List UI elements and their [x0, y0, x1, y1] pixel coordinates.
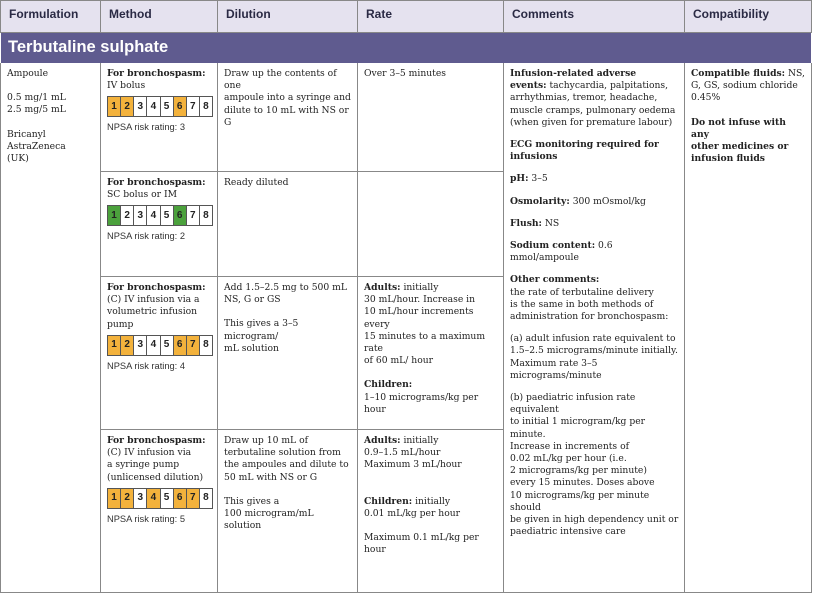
rating-box: 6 — [173, 335, 187, 356]
npsa-rating-scale — [107, 96, 212, 117]
comment-line: 10 micrograms/kg per minute should — [510, 489, 650, 513]
comment-line: 1.5–2.5 micrograms/minute initially. — [510, 345, 678, 357]
comment-line: muscle cramps, pulmonary oedema — [510, 104, 676, 116]
header-rate: Rate — [358, 0, 504, 33]
formulation-line: 0.5 mg/1 mL — [7, 92, 66, 104]
comment-line-label: infusions — [510, 151, 558, 163]
rate-line — [364, 379, 498, 391]
dilution-line — [224, 484, 352, 496]
comment-line — [510, 264, 679, 274]
rate-line-label: Children: — [364, 379, 413, 391]
comment-line: Increase in increments of — [510, 440, 630, 452]
method-title — [107, 68, 212, 80]
rating-box: 8 — [199, 488, 213, 509]
dilution-line: Ready diluted — [224, 177, 289, 188]
rating-box: 6 — [173, 96, 187, 117]
comment-line-label: ECG monitoring required for — [510, 139, 659, 151]
dilution-line: This gives a 3–5 microgram/ — [224, 318, 299, 342]
comment-line: be given in high dependency unit or — [510, 514, 679, 526]
dilution-line: This gives a — [224, 495, 280, 507]
rating-box: 5 — [160, 335, 174, 356]
header-method: Method — [101, 0, 218, 33]
rate-line: Maximum 3 mL/hour — [364, 459, 462, 471]
rate-line-label: Children: — [364, 495, 413, 507]
formulation-cell — [0, 63, 101, 593]
comment-line — [510, 151, 679, 163]
rate-line: Maximum 0.1 mL/kg per hour — [364, 532, 479, 556]
comment-line: events: tachycardia, palpitations, — [510, 80, 669, 92]
method-line: (C) IV infusion via — [107, 447, 192, 459]
rate-line: 30 mL/hour. Increase in — [364, 294, 476, 306]
header-compatibility: Compatibility — [685, 0, 812, 33]
rating-box: 4 — [146, 335, 160, 356]
formulation-line: Ampoule — [7, 68, 49, 79]
rate-line: Over 3–5 minutes — [364, 68, 447, 79]
rating-box: 7 — [186, 335, 200, 356]
method-title-label: For bronchospasm: — [107, 68, 206, 79]
rating-box: 1 — [107, 335, 121, 356]
formulation-line: Bricanyl — [7, 128, 46, 140]
comment-line: administration for bronchospasm: — [510, 311, 669, 323]
rating-box: 3 — [133, 488, 147, 509]
comment-line: the rate of terbutaline delivery — [510, 286, 654, 298]
comment-line: (b) paediatric infusion rate equivalent — [510, 392, 636, 416]
dilution-cell — [218, 277, 358, 430]
dilution-line: Draw up the contents of one — [224, 68, 337, 92]
rate-line — [364, 472, 498, 484]
method-cell — [101, 430, 218, 593]
dilution-line: Add 1.5–2.5 mg to 500 mL — [224, 282, 347, 293]
method-line: pump — [107, 318, 134, 330]
npsa-rating-scale — [107, 205, 212, 226]
comment-line-label: Flush: — [510, 217, 542, 229]
comment-line-label: Osmolarity: — [510, 195, 570, 207]
compatibility-line — [691, 153, 806, 165]
rate-cell — [358, 277, 504, 430]
npsa-risk-rating: NPSA risk rating: 3 — [107, 122, 186, 133]
rating-box: 3 — [133, 96, 147, 117]
npsa-risk-rating: NPSA risk rating: 4 — [107, 360, 186, 371]
comment-line — [510, 139, 679, 151]
dilution-cell — [218, 63, 358, 172]
rate-cell — [358, 172, 504, 277]
rating-box: 2 — [120, 205, 134, 226]
comment-line: (a) adult infusion rate equivalent to — [510, 333, 676, 345]
comment-line: Maximum rate 3–5 micrograms/minute — [510, 357, 602, 381]
rating-box: 7 — [186, 488, 200, 509]
rate-line: Adults: initially — [364, 435, 439, 446]
comment-line — [510, 230, 679, 240]
comment-line: Osmolarity: 300 mOsmol/kg — [510, 195, 646, 207]
compatibility-line: G, GS, sodium chloride — [691, 80, 798, 92]
formulation-line: (UK) — [7, 153, 29, 165]
rating-box: 5 — [160, 488, 174, 509]
header-dilution: Dilution — [218, 0, 358, 33]
rate-line — [364, 484, 498, 496]
method-cell — [101, 277, 218, 430]
rating-box: 5 — [160, 96, 174, 117]
comment-line: every 15 minutes. Doses above — [510, 477, 655, 489]
dilution-line: the ampoules and dilute to — [224, 459, 349, 471]
rate-line-label: Adults: — [364, 282, 401, 293]
formulation-line — [7, 80, 95, 92]
comment-line: Sodium content: 0.6 mmol/ampoule — [510, 240, 613, 264]
header-formulation: Formulation — [0, 0, 101, 33]
method-title-label: For bronchospasm: — [107, 435, 206, 446]
rating-box: 3 — [133, 335, 147, 356]
compatibility-line-label: Compatible fluids: — [691, 68, 786, 79]
dilution-cell — [218, 430, 358, 593]
comment-line — [510, 129, 679, 139]
dilution-line: Draw up 10 mL of — [224, 435, 309, 446]
rate-line: of 60 mL/ hour — [364, 355, 434, 367]
comment-line — [510, 274, 679, 286]
comment-line-label: pH: — [510, 173, 529, 185]
formulation-line — [7, 117, 95, 129]
dilution-line: 100 microgram/mL solution — [224, 508, 314, 532]
compatibility-line-label: Do not infuse with any — [691, 116, 786, 140]
comment-line-label: Other comments: — [510, 274, 600, 286]
formulation-line: AstraZeneca — [7, 140, 66, 152]
rating-box: 4 — [146, 96, 160, 117]
method-title-label: For bronchospasm: — [107, 177, 206, 188]
method-line: SC bolus or IM — [107, 189, 178, 201]
header-comments: Comments — [504, 0, 685, 33]
comment-line: paediatric intensive care — [510, 526, 626, 538]
method-title — [107, 435, 212, 447]
method-line: (C) IV infusion via a — [107, 294, 200, 306]
comment-line: is the same in both methods of — [510, 298, 654, 310]
npsa-risk-rating: NPSA risk rating: 2 — [107, 231, 186, 242]
npsa-risk-rating: NPSA risk rating: 5 — [107, 513, 186, 524]
rate-line — [364, 520, 498, 532]
comment-line — [510, 68, 679, 80]
rate-line-label: Adults: — [364, 435, 401, 446]
rating-box: 6 — [173, 488, 187, 509]
method-line: volumetric infusion — [107, 306, 198, 318]
rating-box: 1 — [107, 96, 121, 117]
rating-box: 4 — [146, 205, 160, 226]
comment-line — [510, 163, 679, 173]
method-line: (unlicensed dilution) — [107, 471, 204, 483]
comments-cell — [504, 63, 685, 593]
rating-box: 2 — [120, 488, 134, 509]
dilution-cell — [218, 172, 358, 277]
compatibility-line-label: infusion fluids — [691, 153, 765, 165]
dilution-line: mL solution — [224, 342, 279, 354]
rate-line: 0.01 mL/kg per hour — [364, 507, 461, 519]
rating-box: 8 — [199, 335, 213, 356]
comment-line-label: Sodium content: — [510, 240, 596, 252]
compatibility-line — [691, 105, 806, 117]
rate-line: 15 minutes to a maximum rate — [364, 330, 486, 355]
rating-box: 2 — [120, 96, 134, 117]
comment-line: to initial 1 microgram/kg per minute. — [510, 416, 646, 440]
dilution-line: NS, G or GS — [224, 294, 281, 306]
method-title-label: For bronchospasm: — [107, 282, 206, 293]
rating-box: 4 — [146, 488, 160, 509]
dilution-line — [224, 306, 352, 318]
comment-line: (when given for premature labour) — [510, 116, 673, 128]
rate-cell — [358, 63, 504, 172]
method-title — [107, 177, 212, 189]
dilution-line: dilute to 10 mL with NS or G — [224, 104, 349, 128]
rate-line: 10 mL/hour increments every — [364, 306, 474, 330]
rating-box: 7 — [186, 96, 200, 117]
dilution-line: ampoule into a syringe and — [224, 92, 351, 104]
drug-title: Terbutaline sulphate — [1, 33, 811, 63]
comment-line: pH: 3–5 — [510, 173, 548, 185]
comment-line-label: Infusion-related adverse — [510, 68, 637, 79]
method-cell — [101, 172, 218, 277]
comment-line — [510, 323, 679, 333]
comment-line — [510, 382, 679, 392]
rating-box: 8 — [199, 205, 213, 226]
compatibility-line: Compatible fluids: NS, — [691, 68, 805, 79]
rating-box: 5 — [160, 205, 174, 226]
dilution-line: 50 mL with NS or G — [224, 471, 318, 483]
rating-box: 8 — [199, 96, 213, 117]
compatibility-line — [691, 117, 806, 141]
comment-line: 2 micrograms/kg per minute) — [510, 465, 647, 477]
rate-cell — [358, 430, 504, 593]
comment-line: Flush: NS — [510, 217, 560, 229]
method-line: IV bolus — [107, 80, 146, 92]
method-cell — [101, 63, 218, 172]
rate-line: 0.9–1.5 mL/hour — [364, 447, 441, 459]
compatibility-cell — [685, 63, 812, 593]
rating-box: 1 — [107, 205, 121, 226]
npsa-rating-scale — [107, 335, 212, 356]
method-line: a syringe pump — [107, 459, 180, 471]
rate-line: Children: initially — [364, 495, 451, 507]
compatibility-line-label: other medicines or — [691, 141, 789, 153]
comment-line-label: events: — [510, 80, 547, 92]
dilution-line: terbutaline solution from — [224, 447, 341, 459]
rating-box: 1 — [107, 488, 121, 509]
rating-box: 2 — [120, 335, 134, 356]
rate-line: 1–10 micrograms/kg per hour — [364, 391, 479, 415]
rate-line — [364, 367, 498, 379]
formulation-line: 2.5 mg/5 mL — [7, 104, 66, 116]
rate-line: Adults: initially — [364, 282, 439, 293]
comment-line: 0.02 mL/kg per hour (i.e. — [510, 453, 627, 465]
compatibility-line — [691, 141, 806, 153]
rating-box: 7 — [186, 205, 200, 226]
rating-box: 3 — [133, 205, 147, 226]
method-title — [107, 282, 212, 294]
comment-line: arrhythmias, tremor, headache, — [510, 92, 658, 104]
rating-box: 6 — [173, 205, 187, 226]
compatibility-line: 0.45% — [691, 92, 721, 104]
comment-line — [510, 208, 679, 218]
npsa-rating-scale — [107, 488, 212, 509]
comment-line — [510, 186, 679, 196]
